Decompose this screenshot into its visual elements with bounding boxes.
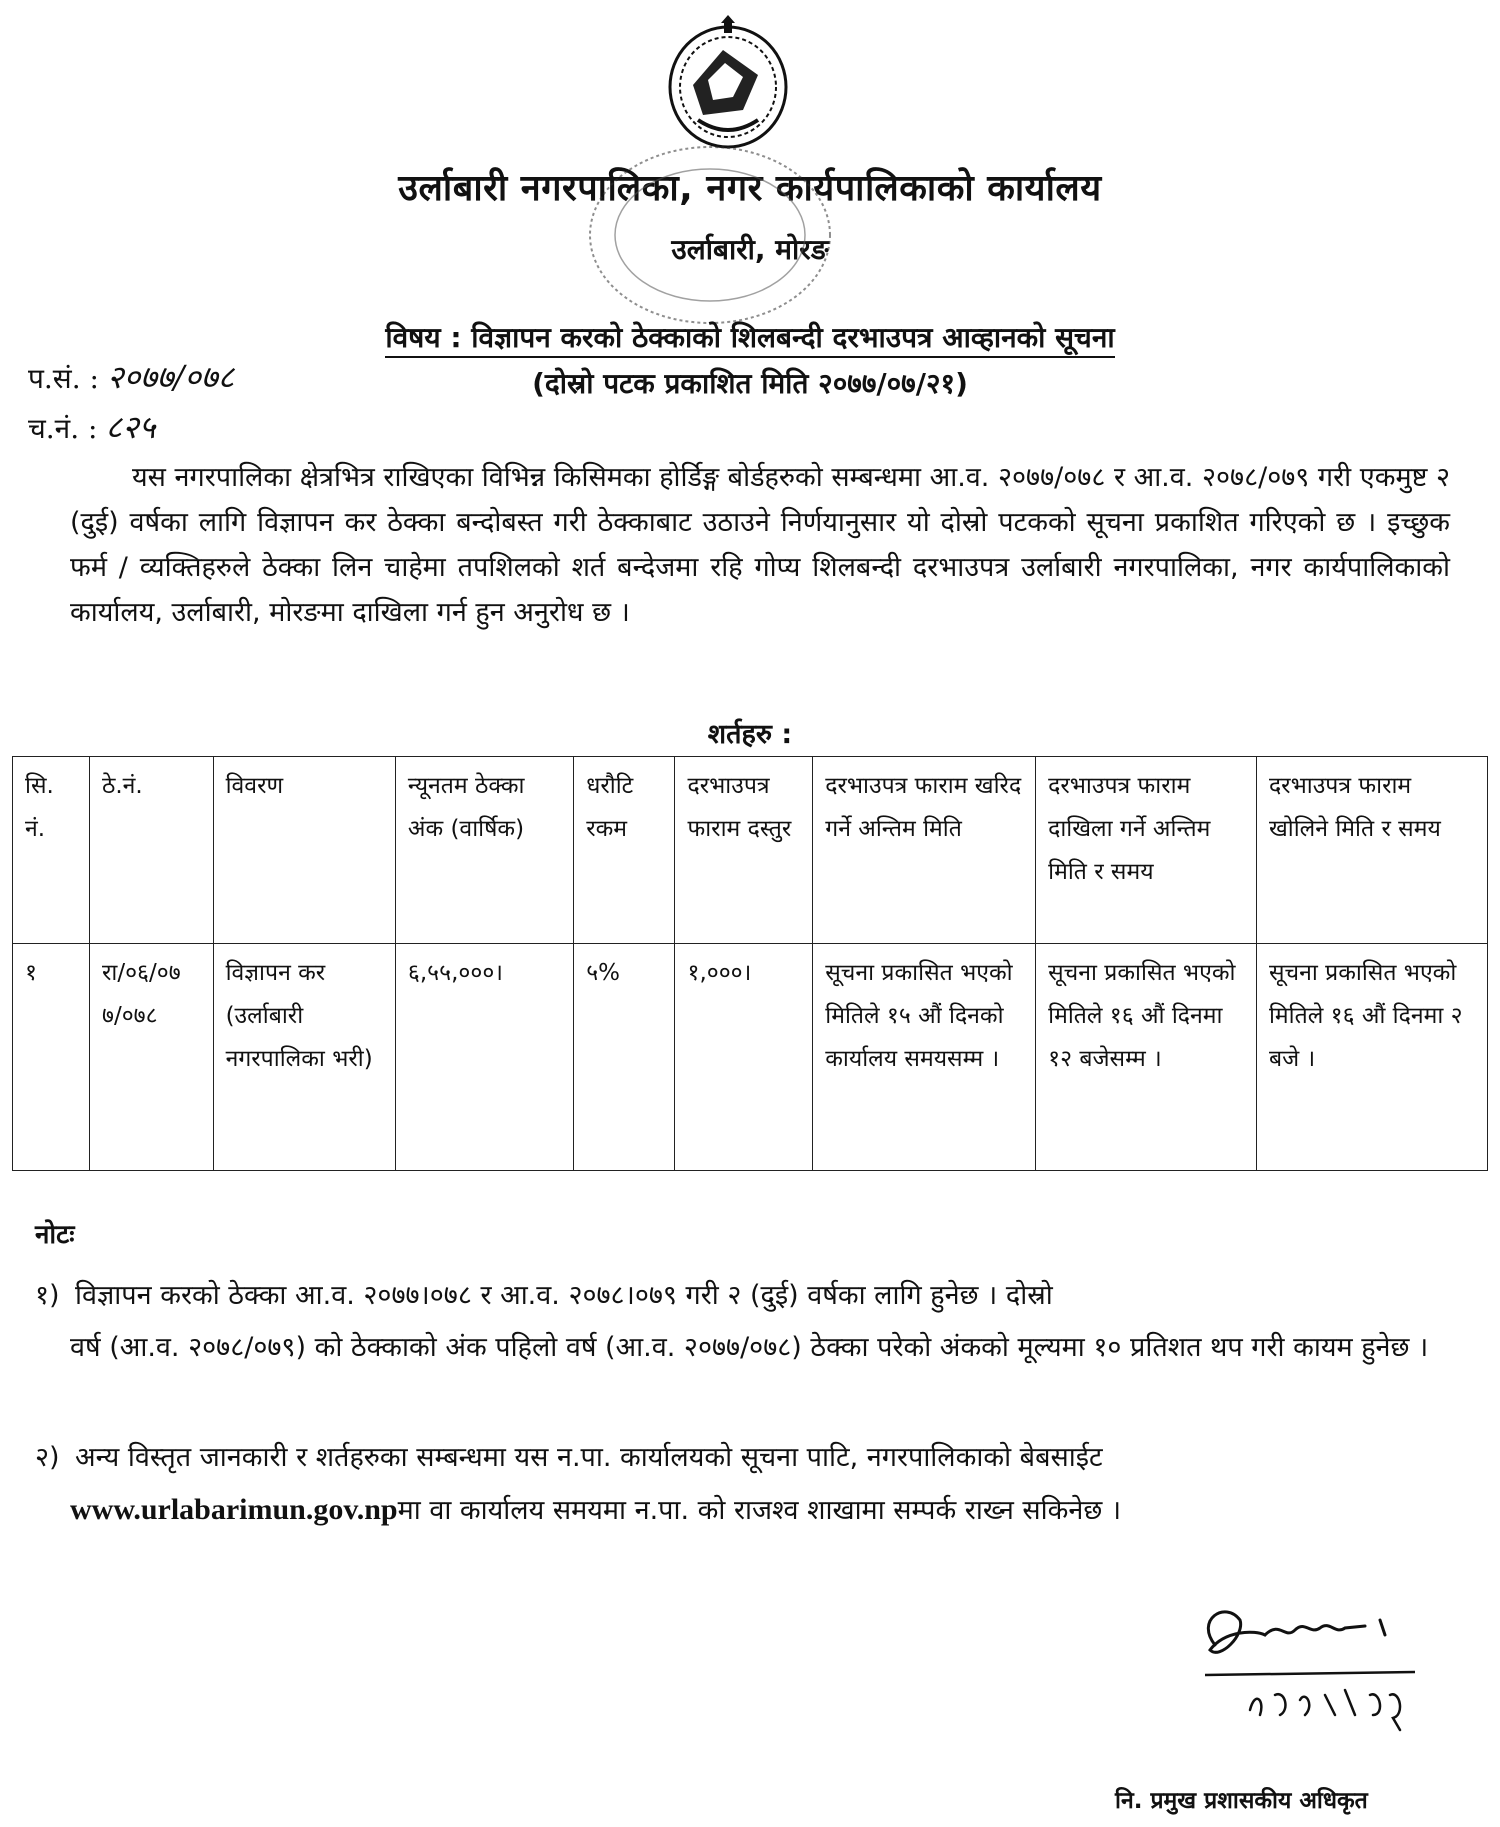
letter-number: प.सं. : २०७७/०७८ <box>28 358 235 396</box>
terms-table <box>12 756 1488 1171</box>
notes-heading: नोटः <box>35 1220 75 1250</box>
header-purchase-deadline: दरभाउपत्र फाराम खरिद गर्ने अन्तिम मिति <box>813 757 1036 944</box>
signature-icon <box>1185 1590 1475 1740</box>
cell-opening-time: सूचना प्रकासित भएको मितिले १६ औं दिनमा २ बजे । <box>1256 944 1487 1171</box>
table-header-row <box>13 757 1488 944</box>
office-seal-icon <box>575 135 845 335</box>
signatory-title: नि. प्रमुख प्रशासकीय अधिकृत <box>1115 1788 1368 1814</box>
office-address: उर्लाबारी, मोरङ <box>671 233 829 266</box>
notice-subject: विषय : विज्ञापन करको ठेक्काको शिलबन्दी दरभाउपत्र आव्हानको सूचना <box>0 318 1500 356</box>
header-form-fee: दरभाउपत्र फाराम दस्तुर <box>675 757 813 944</box>
cell-contract-no: रा/०६/०७ ७/०७८ <box>89 944 213 1171</box>
header-contract-no: ठे.नं. <box>89 757 213 944</box>
cell-serial: १ <box>13 944 90 1171</box>
cell-deposit: ५% <box>574 944 675 1171</box>
cell-submission-deadline: सूचना प्रकासित भएको मितिले १६ औं दिनमा १२ बजेसम्म । <box>1036 944 1257 1171</box>
note-item: २) अन्य विस्तृत जानकारी र शर्तहरुका सम्बन्धमा यस न.पा. कार्यालयको सूचना पाटि, नगरपालिकाको बेबसाईट www.urlabarimun.gov.npमा वा कार्यालय समयमा न.पा. को राजश्व शाखामा सम्पर्क राख्न सकिनेछ । <box>35 1442 1122 1526</box>
dispatch-number: च.नं. : ८२५ <box>28 408 156 446</box>
cell-purchase-deadline: सूचना प्रकासित भएको मितिले १५ औं दिनको कार्यालय समयसम्म । <box>813 944 1036 1171</box>
header-submission-deadline: दरभाउपत्र फाराम दाखिला गर्ने अन्तिम मिति र समय <box>1036 757 1257 944</box>
cell-min-amount: ६,५५,०००। <box>395 944 573 1171</box>
header-opening-time: दरभाउपत्र फाराम खोलिने मिति र समय <box>1256 757 1487 944</box>
cell-description: विज्ञापन कर (उर्लाबारी नगरपालिका भरी) <box>213 944 395 1171</box>
header-min-amount: न्यूनतम ठेक्का अंक (वार्षिक) <box>395 757 573 944</box>
office-title: उर्लाबारी नगरपालिका, नगर कार्यपालिकाको कार्यालय <box>398 168 1102 209</box>
publication-date-line: (दोस्रो पटक प्रकाशित मिति २०७७/०७/२१) <box>532 367 968 400</box>
conditions-heading: शर्तहरु : <box>707 719 793 750</box>
header-deposit: धरौटि रकम <box>574 757 675 944</box>
notice-body: यस नगरपालिका क्षेत्रभित्र राखिएका विभिन्न किसिमका होर्डिङ्ग बोर्डहरुको सम्बन्धमा आ.व. २०७७/०७८ र आ.व. २०७८/०७९ गरी एकमुष्ट २ (दुई) वर्षका लागि विज्ञापन कर ठेक्का बन्दोबस्त गरी ठेक्काबाट उठाउने निर्णयानुसार यो दोस्रो पटकको सूचना प्रकाशित गरिएको छ । इच्छुक फर्म / व्यक्तिहरुले ठेक्का लिन चाहेमा तपशिलको शर्त बन्देजमा रहि गोप्य शिलबन्दी दरभाउपत्र उर्लाबारी नगरपालिका, नगर कार्यपालिकाको कार्यालय, उर्लाबारी, मोरङमा दाखिला गर्न हुन अनुरोध छ । <box>70 462 1450 628</box>
header-serial: सि. नं. <box>13 757 90 944</box>
cell-form-fee: १,०००। <box>675 944 813 1171</box>
table-row <box>13 944 1488 1171</box>
note-item: १) विज्ञापन करको ठेक्का आ.व. २०७७।०७८ र आ.व. २०७८।०७९ गरी २ (दुई) वर्षका लागि हुनेछ । दोस्रो वर्ष (आ.व. २०७८/०७९) को ठेक्काको अंक पहिलो वर्ष (आ.व. २०७७/०७८) ठेक्का परेको अंकको मूल्यमा १० प्रतिशत थप गरी कायम हुनेछ । <box>35 1280 1429 1363</box>
website-link[interactable]: www.urlabarimun.gov.np <box>70 1493 398 1526</box>
header-description: विवरण <box>213 757 395 944</box>
nepal-emblem-icon <box>663 15 793 150</box>
